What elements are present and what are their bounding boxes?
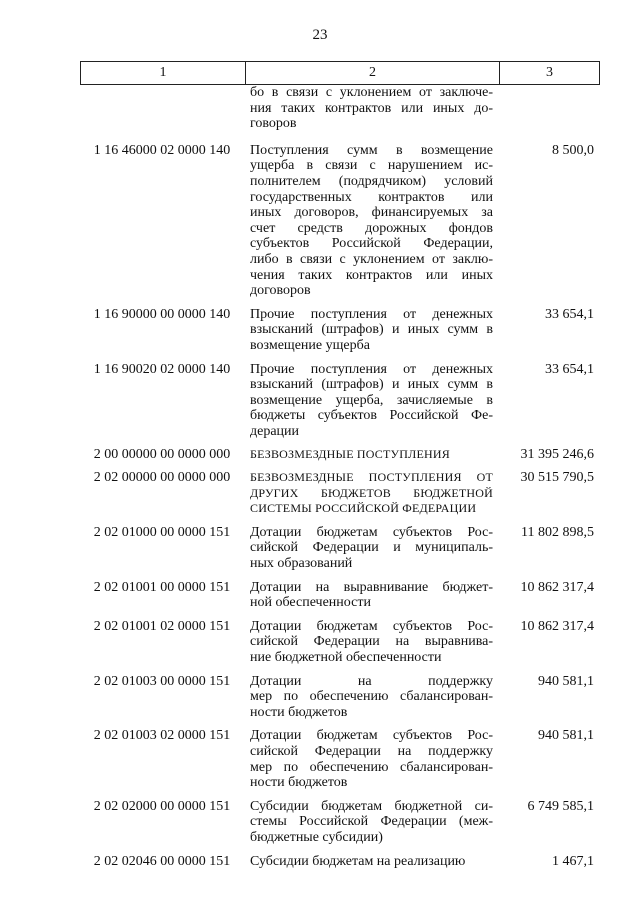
table-row (80, 470, 600, 517)
budget-amount: 31 395 246,6 (520, 447, 594, 463)
budget-code: 1 16 90020 02 0000 140 (93, 361, 231, 377)
budget-amount: 33 654,1 (545, 306, 594, 322)
description-line: Прочие поступления от денежных (250, 361, 493, 377)
budget-code: 2 02 01003 02 0000 151 (93, 728, 231, 744)
description-line: бюджетные субсидии) (250, 829, 383, 845)
budget-description (244, 362, 497, 440)
description-line: ности бюджетов (250, 775, 348, 791)
budget-amount (497, 85, 600, 132)
description-line: чения таких контрактов или иных (250, 267, 493, 283)
description-line: Дотации бюджетам субъектов Рос- (250, 618, 493, 634)
description-line: Дотации бюджетам субъектов Рос- (250, 728, 493, 744)
description-line: полнителем (подрядчиком) условий (250, 173, 493, 189)
budget-code (80, 85, 244, 132)
page-number: 23 (312, 27, 328, 43)
budget-description (244, 470, 497, 517)
budget-code: 2 02 02046 00 0000 151 (93, 853, 231, 869)
budget-description (244, 525, 497, 572)
table-row (80, 143, 600, 299)
description-line: ДРУГИХ БЮДЖЕТОВ БЮДЖЕТНОЙ (250, 485, 493, 500)
description-line: ных образований (250, 556, 353, 572)
budget-amount: 940 581,1 (538, 728, 594, 744)
table-row (80, 799, 600, 846)
budget-code: 2 00 00000 00 0000 000 (93, 447, 231, 463)
budget-description (244, 85, 497, 132)
budget-description (244, 447, 497, 463)
description-line: возмещение ущерба (250, 337, 370, 353)
description-line: взысканий (штрафов) и иных сумм в (250, 377, 493, 393)
description-line: стемы Российской Федерации (меж- (250, 814, 493, 830)
budget-table (80, 61, 600, 869)
description-line: мер по обеспечению сбалансирован- (250, 689, 493, 705)
description-line: БЕЗВОЗМЕЗДНЫЕ ПОСТУПЛЕНИЯ ОТ (250, 470, 493, 485)
table-row (80, 580, 600, 611)
description-line: Дотации бюджетам субъектов Рос- (250, 524, 493, 540)
budget-description (244, 619, 497, 666)
budget-code: 2 02 01001 02 0000 151 (93, 618, 231, 634)
description-line: мер по обеспечению сбалансирован- (250, 759, 493, 775)
budget-amount: 30 515 790,5 (520, 470, 594, 486)
table-row (80, 854, 600, 870)
header-col-1: 1 (81, 62, 246, 84)
description-line: сийской Федерации и муниципаль- (250, 540, 493, 556)
table-row (80, 307, 600, 354)
budget-amount: 6 749 585,1 (527, 798, 594, 814)
header-col-3: 3 (546, 65, 553, 80)
description-line: Субсидии бюджетам на реализацию (250, 853, 466, 869)
budget-amount: 1 467,1 (552, 853, 594, 869)
description-line: ной обеспеченности (250, 595, 371, 611)
budget-amount: 10 862 317,4 (520, 618, 594, 634)
description-line: иных договоров, финансируемых за (250, 205, 493, 221)
description-line: ния таких контрактов или иных до- (250, 100, 493, 116)
budget-amount: 8 500,0 (552, 142, 594, 158)
budget-amount: 11 802 898,5 (521, 524, 594, 540)
description-line: субъектов Российской Федерации, (250, 236, 493, 252)
description-line: государственных контрактов или (250, 189, 493, 205)
table-body (80, 85, 600, 869)
table-row (80, 619, 600, 666)
description-line: договоров (250, 283, 311, 299)
budget-description (244, 307, 497, 354)
budget-description (244, 580, 497, 611)
table-row (80, 85, 600, 132)
budget-description (244, 728, 497, 790)
budget-description (244, 143, 497, 299)
description-line: Поступления сумм в возмещение (250, 142, 493, 158)
description-line: сийской Федерации на выравнива- (250, 634, 493, 650)
description-line: говоров (250, 116, 297, 132)
budget-amount: 10 862 317,4 (520, 579, 594, 595)
description-line: ние бюджетной обеспеченности (250, 650, 442, 665)
description-line: сийской Федерации на поддержку (250, 743, 493, 759)
description-line: СИСТЕМЫ РОССИЙСКОЙ ФЕДЕРАЦИИ (250, 501, 477, 516)
budget-description (244, 674, 497, 721)
budget-amount: 33 654,1 (545, 361, 594, 377)
table-row (80, 362, 600, 440)
description-line: ности бюджетов (250, 704, 348, 720)
budget-code: 1 16 90000 00 0000 140 (93, 306, 231, 322)
description-line: возмещение ущерба, зачисляемые в (250, 392, 493, 408)
header-col-2: 2 (246, 62, 500, 84)
table-header (80, 61, 600, 85)
description-line: взысканий (штрафов) и иных сумм в (250, 322, 493, 338)
table-row (80, 525, 600, 572)
description-line: бюджеты субъектов Российской Фе- (250, 408, 493, 424)
budget-code: 2 02 00000 00 0000 000 (93, 470, 231, 486)
description-line: Дотации на выравнивание бюджет- (250, 579, 493, 595)
description-line: Субсидии бюджетам бюджетной си- (250, 798, 493, 814)
table-row (80, 447, 600, 463)
table-row (80, 728, 600, 790)
budget-code: 1 16 46000 02 0000 140 (93, 142, 231, 158)
budget-code: 2 02 01003 00 0000 151 (93, 673, 231, 689)
description-line: дерации (250, 423, 300, 439)
budget-code: 2 02 01000 00 0000 151 (93, 524, 231, 540)
description-line: Дотации на поддержку (250, 673, 493, 689)
table-row (80, 674, 600, 721)
description-line: БЕЗВОЗМЕЗДНЫЕ ПОСТУПЛЕНИЯ (250, 447, 450, 462)
description-line: счет средств дорожных фондов (250, 220, 493, 236)
budget-description (244, 799, 497, 846)
description-line: Прочие поступления от денежных (250, 306, 493, 322)
budget-code: 2 02 01001 00 0000 151 (93, 579, 231, 595)
budget-description (244, 854, 497, 870)
description-line: ущерба в связи с нарушением ис- (250, 158, 493, 174)
budget-code: 2 02 02000 00 0000 151 (93, 798, 231, 814)
description-line: либо в связи с уклонением от заклю- (250, 251, 493, 267)
budget-amount: 940 581,1 (538, 673, 594, 689)
description-line: бо в связи с уклонением от заключе- (250, 85, 493, 100)
